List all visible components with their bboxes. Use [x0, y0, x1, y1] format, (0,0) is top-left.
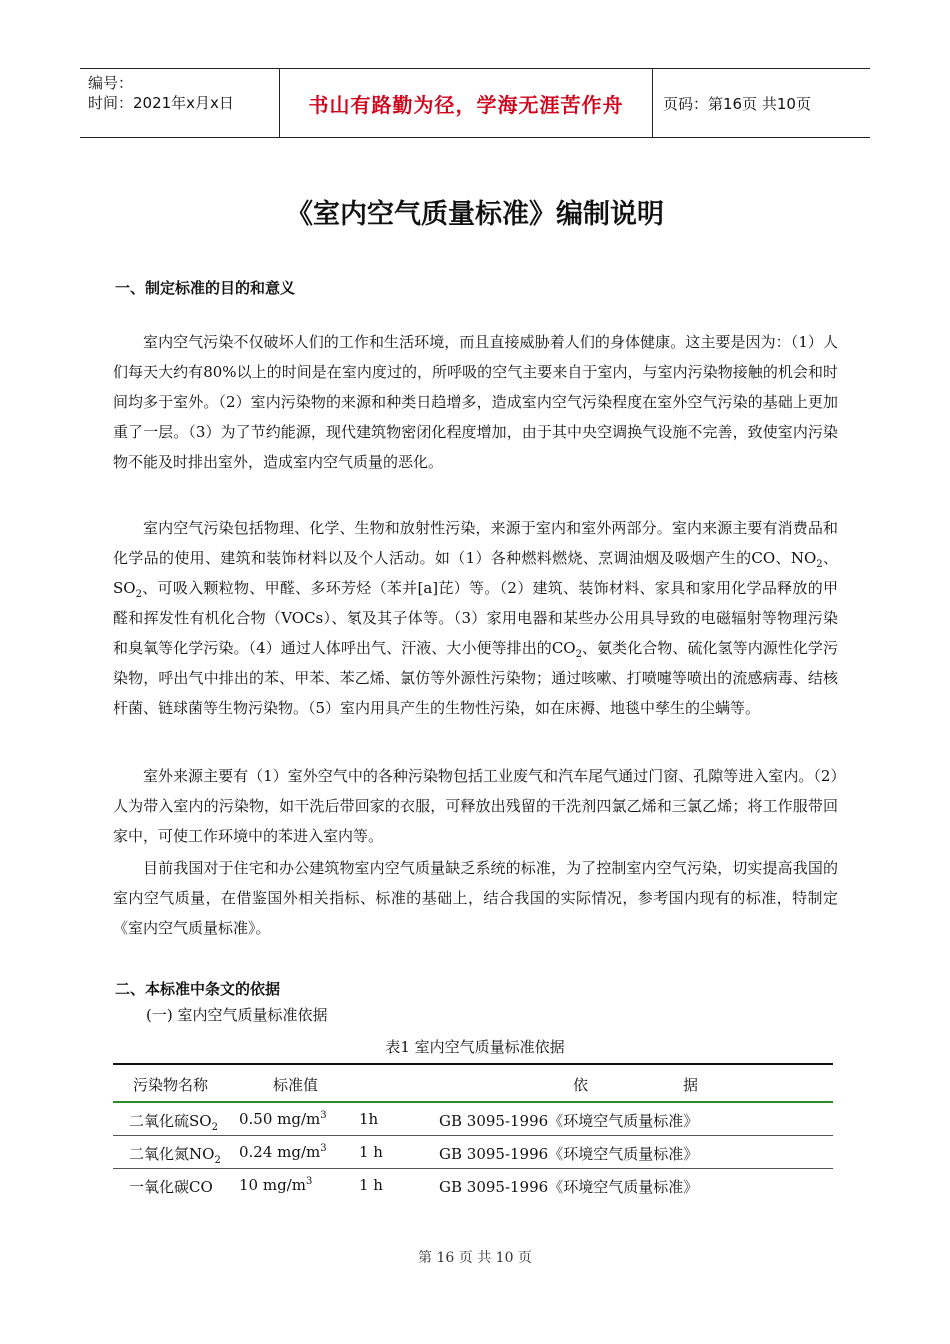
basis-reference: GB 3095-1996《环境空气质量标准》 — [439, 1145, 699, 1163]
pollutant-name: 一氧化碳CO — [129, 1178, 213, 1196]
header-meta — [80, 69, 280, 137]
page-header — [80, 68, 870, 138]
section-2-heading: 二、本标准中条文的依据 — [115, 980, 281, 998]
averaging-period: 1h — [359, 1110, 379, 1128]
table-row — [113, 1136, 833, 1169]
section-2-subheading: (一) 室内空气质量标准依据 — [146, 1006, 328, 1024]
standard-value: 0.24 $mg/m^3$ — [239, 1143, 327, 1161]
table-row — [113, 1103, 833, 1136]
table-header-row — [113, 1063, 833, 1103]
page-footer: 第 16 页 共 10 页 — [418, 1250, 532, 1266]
column-header-pollutant: 污染物名称 — [133, 1076, 209, 1094]
column-header-basis-2: 据 — [683, 1076, 699, 1094]
document-number-label: 编号： — [88, 74, 134, 92]
section-1-paragraph-2: 室内空气污染包括物理、化学、生物和放射性污染，来源于室内和室外两部分。室内来源主要有消费品和化学品的使用、建筑和装饰材料以及个人活动。如（1）各种燃料燃烧、烹调油烟及吸烟产生的CO、$NO_2$、$SO_2$、可吸入颗粒物、甲醛、多环芳烃（苯并[a]芘）等。（2）建筑、装饰材料、家具和家用化学品释放的甲醛和挥发性有机化合物（VOCs）、氡及其子体等。（3）家用电器和某些办公用具导致的电磁辐射等物理污染和臭氧等化学污染。（4）通过人体呼出气、汗液、大小便等排出的$CO_2$、氨类化合物、硫化氢等内源性化学污染物，呼出气中排出的苯、甲苯、苯乙烯、氯仿等外源性污染物；通过咳嗽、打喷嚏等喷出的流感病毒、结核杆菌、链球菌等生物污染物。（5）室内用具产生的生物性污染，如在床褥、地毯中孳生的尘螨等。 — [113, 519, 838, 717]
averaging-period: 1 h — [359, 1143, 383, 1161]
column-header-standard-value: 标准值 — [273, 1076, 319, 1094]
header-motto: 书山有路勤为径，学海无涯苦作舟 — [280, 69, 653, 137]
basis-reference: GB 3095-1996《环境空气质量标准》 — [439, 1178, 699, 1196]
section-1-paragraph-3: 室外来源主要有（1）室外空气中的各种污染物包括工业废气和汽车尾气通过门窗、孔隙等进入室内。（2）人为带入室内的污染物，如干洗后带回家的衣服，可释放出残留的干洗剂四氯乙烯和三氯乙烯；将工作服带回家中，可使工作环境中的苯进入室内等。 — [113, 767, 838, 845]
averaging-period: 1 h — [359, 1176, 383, 1194]
basis-reference: GB 3095-1996《环境空气质量标准》 — [439, 1112, 699, 1130]
document-title: 《室内空气质量标准》编制说明 — [286, 199, 664, 230]
standards-table — [113, 1063, 833, 1201]
section-1-heading: 一、制定标准的目的和意义 — [115, 279, 296, 297]
document-date-label: 时间：2021年x月x日 — [88, 94, 234, 112]
column-header-basis-1: 依 — [573, 1076, 589, 1094]
table-row — [113, 1169, 833, 1201]
section-1-paragraph-1: 室内空气污染不仅破坏人们的工作和生活环境，而且直接威胁着人们的身体健康。这主要是因为：（1）人们每天大约有80%以上的时间是在室内度过的，所呼吸的空气主要来自于室内，与室内污染物接触的机会和时间均多于室外。（2）室内污染物的来源和种类日趋增多，造成室内空气污染程度在室外空气污染的基础上更加重了一层。（3）为了节约能源，现代建筑物密闭化程度增加，由于其中央空调换气设施不完善，致使室内污染物不能及时排出室外，造成室内空气质量的恶化。 — [113, 333, 838, 471]
standard-value: 0.50 $mg/m^3$ — [239, 1110, 327, 1128]
standard-value: 10 $mg/m^3$ — [239, 1176, 313, 1194]
section-1-paragraph-4: 目前我国对于住宅和办公建筑物室内空气质量缺乏系统的标准，为了控制室内空气污染，切实提高我国的室内空气质量，在借鉴国外相关指标、标准的基础上，结合我国的实际情况，参考国内现有的标准，特制定《室内空气质量标准》。 — [113, 859, 838, 937]
table-caption: 表1 室内空气质量标准依据 — [385, 1038, 565, 1056]
pollutant-name: 二氧化氮$NO_2$ — [129, 1145, 221, 1166]
header-page-number: 页码：第16页 共10页 — [663, 94, 811, 113]
pollutant-name: 二氧化硫$SO_2$ — [129, 1112, 218, 1133]
